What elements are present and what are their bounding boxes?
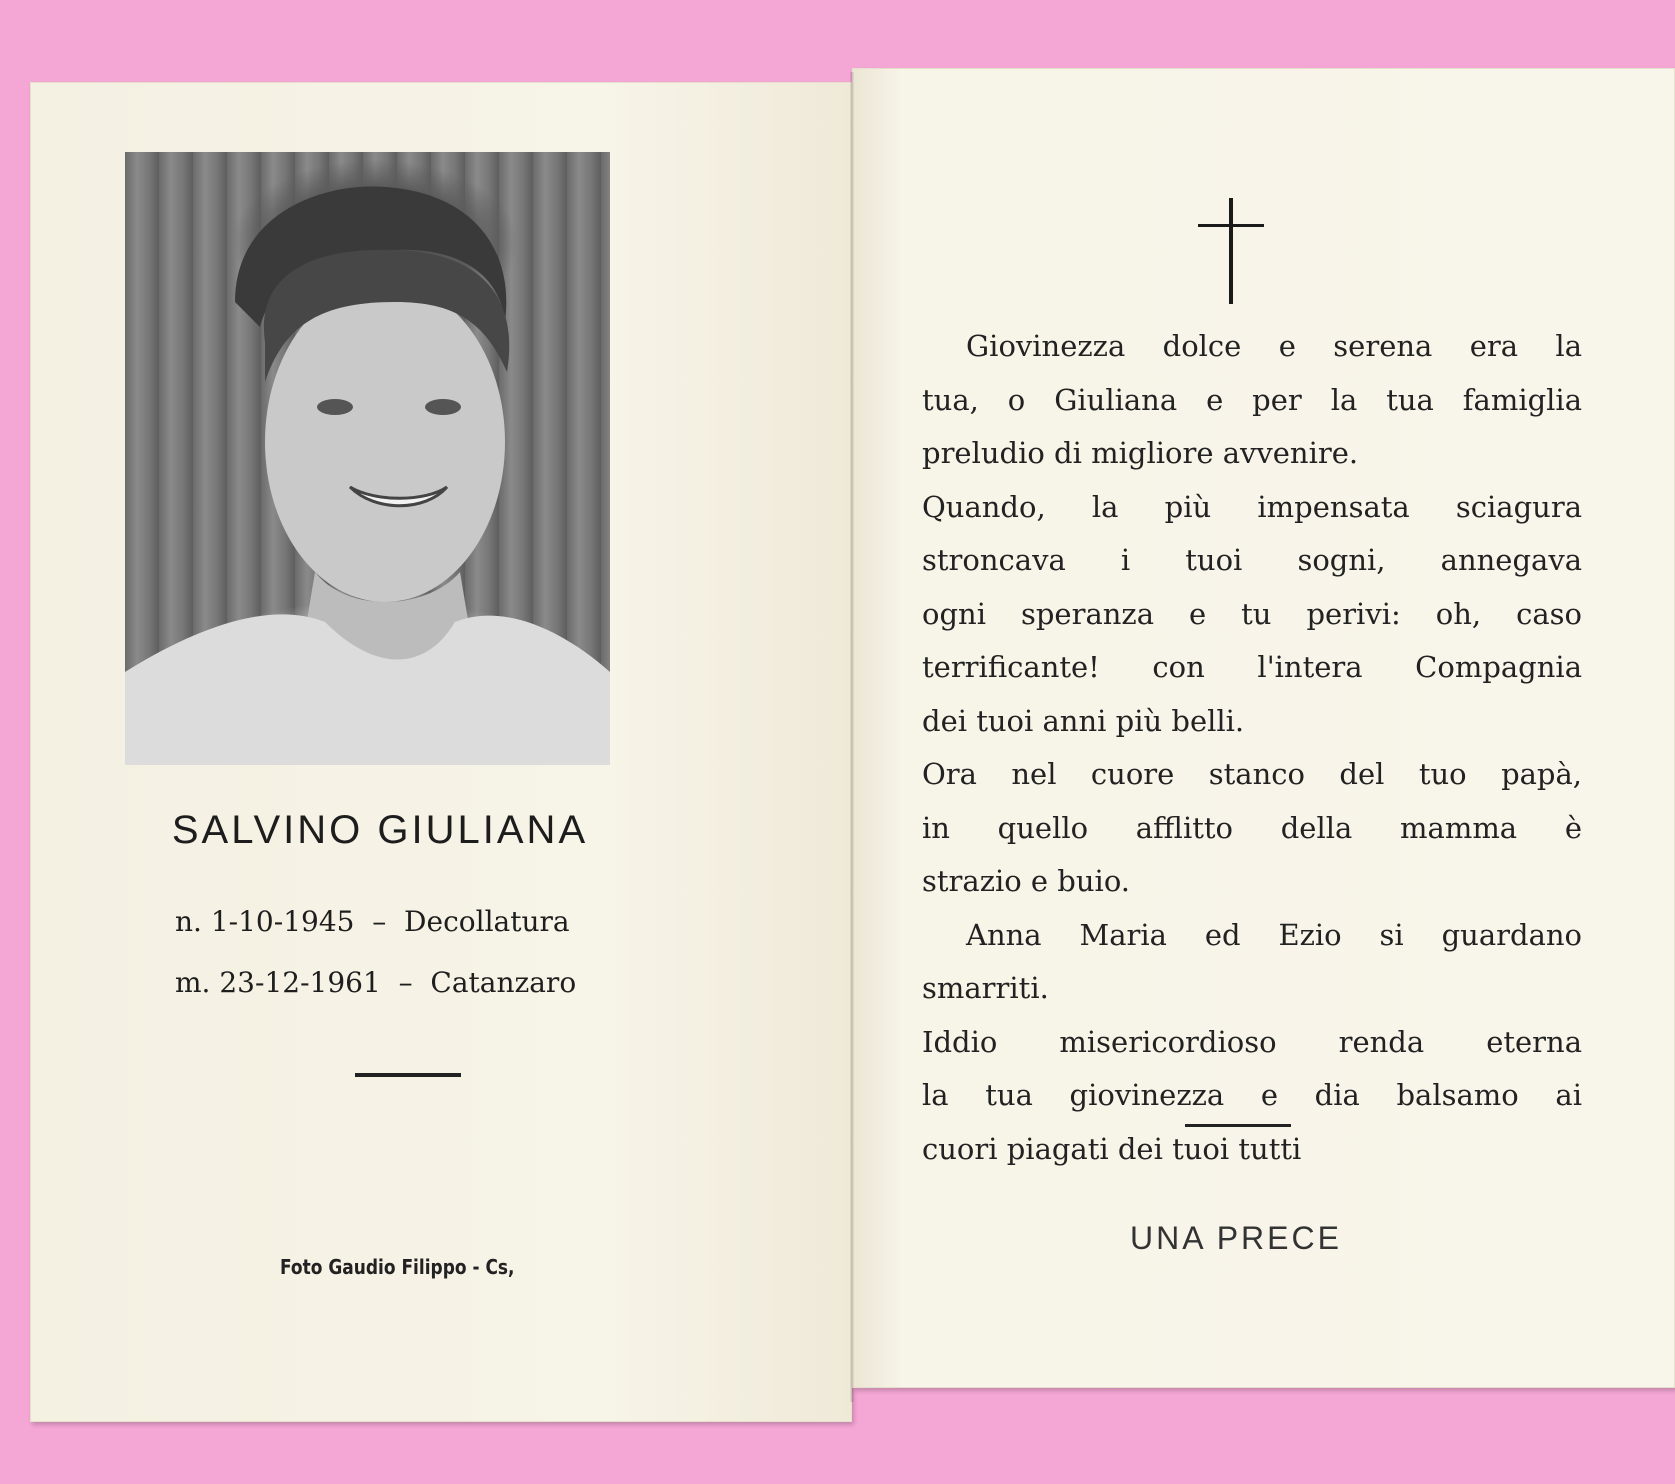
poem-line: terrificante! con l'intera Compagnia	[922, 650, 1582, 684]
right-divider	[1185, 1124, 1291, 1127]
poem-line: Quando, la più impensata sciagura	[922, 489, 1582, 524]
poem-line: la tua giovinezza e dia balsamo ai	[922, 1078, 1582, 1112]
poem-line: in quello afflitto della mamma è	[922, 810, 1582, 845]
poem-line: Giovinezza dolce e serena era la	[966, 329, 1582, 363]
poem-line: ogni speranza e tu perivi: oh, caso	[922, 596, 1582, 631]
photographer-credit: Foto Gaudio Filippo - Cs,	[280, 1255, 515, 1279]
poem-line: dei tuoi anni più belli.	[922, 703, 1245, 738]
poem-line: smarriti.	[922, 971, 1049, 1005]
deceased-name: SALVINO GIULIANA	[171, 808, 589, 852]
cross-icon	[1198, 198, 1264, 304]
poem-line: Anna Maria ed Ezio si guardano	[966, 917, 1582, 952]
poem-line: stroncava i tuoi sogni, annegava	[922, 543, 1582, 577]
poem-line: Iddio misericordioso renda eterna	[922, 1024, 1582, 1059]
portrait-drawing	[125, 152, 610, 765]
left-divider	[355, 1073, 461, 1077]
poem-line: cuori piagati dei tuoi tutti	[922, 1131, 1302, 1166]
poem-line: strazio e buio.	[922, 864, 1130, 898]
closing-prayer: UNA PRECE	[1130, 1220, 1342, 1256]
poem-line: preludio di migliore avvenire.	[922, 436, 1359, 470]
card-fold	[850, 72, 854, 1402]
death-date-place: m. 23-12-1961 – Catanzaro	[175, 966, 577, 999]
memorial-poem	[922, 320, 1582, 1176]
portrait-photo	[125, 152, 610, 765]
birth-date-place: n. 1-10-1945 – Decollatura	[175, 905, 570, 938]
poem-line: tua, o Giuliana e per la tua famiglia	[922, 382, 1582, 417]
poem-line: Ora nel cuore stanco del tuo papà,	[922, 757, 1582, 791]
